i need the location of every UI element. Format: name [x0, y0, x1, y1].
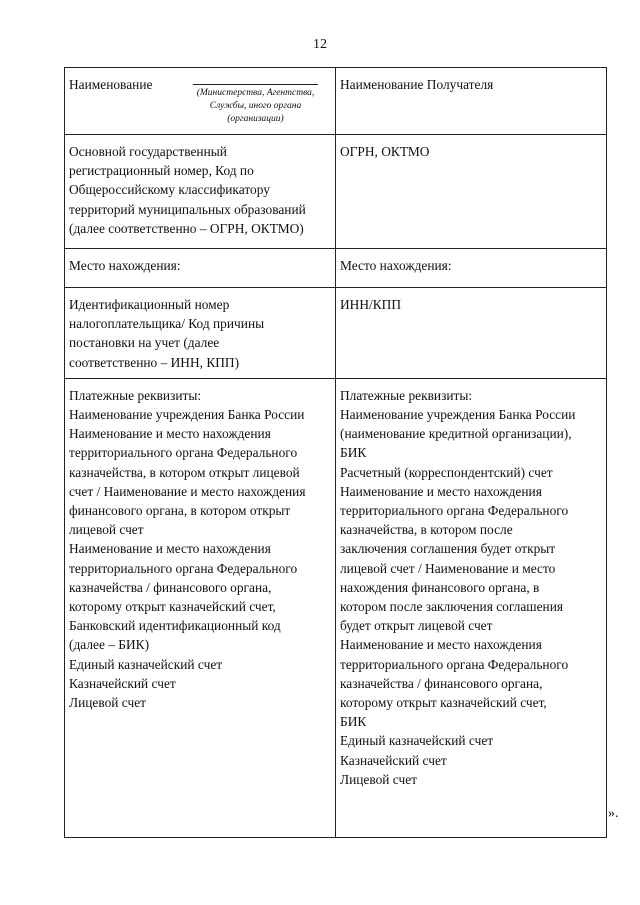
- closing-quote-mark: ».: [608, 806, 619, 821]
- text-line: Единый казначейский счет: [69, 656, 223, 672]
- ogrn-left-cell: [65, 135, 336, 249]
- page-number: 12: [313, 37, 327, 52]
- text-line: регистрационный номер, Код по: [69, 163, 254, 179]
- payment-right-cell: [336, 378, 607, 837]
- inn-right-cell: [336, 288, 607, 379]
- text-line: которому открыт казначейский счет,: [340, 695, 547, 711]
- text-line: ОГРН, ОКТМО: [340, 144, 430, 159]
- text-line: Наименование и место нахождения: [340, 637, 542, 653]
- ministry-name-cell: [65, 68, 336, 135]
- text-line: Наименование и место нахождения: [340, 483, 542, 499]
- text-line: Платежные реквизиты:: [340, 387, 473, 403]
- text-line: лицевой счет: [69, 522, 144, 538]
- text-line: Наименование учреждения Банка России: [340, 407, 576, 423]
- text-line: ИНН/КПП: [340, 297, 402, 312]
- location-left-cell: [65, 249, 336, 288]
- recipient-name-label: Наименование Получателя: [340, 77, 494, 92]
- ogrn-row: [65, 135, 607, 249]
- text-line: казначейства / финансового органа,: [69, 579, 272, 595]
- text-line: которому открыт казначейский счет,: [69, 599, 276, 615]
- text-line: территориального органа Федерального: [69, 445, 298, 461]
- text-line: соответственно – ИНН, КПП): [69, 354, 240, 370]
- text-line: финансового органа, в котором открыт: [69, 503, 291, 519]
- text-line: постановки на учет (далее: [69, 335, 220, 351]
- text-line: (далее соответственно – ОГРН, ОКТМО): [69, 220, 304, 236]
- text-line: Казначейский счет: [69, 675, 176, 691]
- inn-row: [65, 288, 607, 379]
- text-line: территориального органа Федерального: [340, 503, 569, 519]
- text-line: Платежные реквизиты:: [69, 387, 202, 403]
- text-line: Наименование и место нахождения: [69, 541, 271, 557]
- ministry-name-label: Наименование: [69, 77, 153, 92]
- text-line: территориального органа Федерального: [340, 656, 569, 672]
- text-line: счет / Наименование и место нахождения: [69, 483, 306, 499]
- location-row: [65, 249, 607, 288]
- text-line: заключения соглашения будет открыт: [340, 541, 556, 557]
- text-line: казначейства, в котором после: [340, 522, 513, 538]
- note-line: (организации): [227, 114, 284, 124]
- text-line: Место нахождения:: [340, 258, 452, 273]
- text-line: Единый казначейский счет: [340, 733, 494, 749]
- payment-row: [65, 378, 607, 837]
- payment-left-cell: [65, 378, 336, 837]
- ministry-name-note: [183, 87, 328, 126]
- text-line: БИК: [340, 714, 367, 730]
- ministry-name-blank-line: [193, 84, 318, 85]
- text-line: Лицевой счет: [69, 695, 147, 711]
- note-line: Службы, иного органа: [209, 101, 302, 111]
- text-line: Общероссийскому классификатору: [69, 182, 270, 198]
- text-line: Банковский идентификационный код: [69, 618, 281, 634]
- text-line: Расчетный (корреспондентский) счет: [340, 464, 553, 480]
- inn-left-cell: [65, 288, 336, 379]
- text-line: Лицевой счет: [340, 771, 418, 787]
- text-line: лицевой счет / Наименование и место: [340, 560, 556, 576]
- text-line: будет открыт лицевой счет: [340, 618, 493, 634]
- text-line: нахождения финансового органа, в: [340, 579, 540, 595]
- text-line: казначейства / финансового органа,: [340, 675, 543, 691]
- text-line: Казначейский счет: [340, 752, 447, 768]
- text-line: Идентификационный номер: [69, 297, 230, 312]
- text-line: (наименование кредитной организации),: [340, 426, 572, 442]
- text-line: БИК: [340, 445, 367, 461]
- note-line: (Министерства, Агентства,: [196, 88, 315, 98]
- text-line: Наименование учреждения Банка России: [69, 407, 305, 423]
- text-line: территориального органа Федерального: [69, 560, 298, 576]
- location-right-cell: [336, 249, 607, 288]
- ogrn-right-cell: [336, 135, 607, 249]
- text-line: котором после заключения соглашения: [340, 599, 564, 615]
- text-line: Место нахождения:: [69, 258, 181, 273]
- text-line: территорий муниципальных образований: [69, 201, 306, 217]
- text-line: казначейства, в котором открыт лицевой: [69, 464, 300, 480]
- recipient-name-cell: [336, 68, 607, 135]
- text-line: (далее – БИК): [69, 637, 150, 653]
- header-row: [65, 68, 607, 135]
- text-line: налогоплательщика/ Код причины: [69, 316, 265, 332]
- requisites-table: [64, 67, 607, 838]
- text-line: Основной государственный: [69, 144, 227, 159]
- text-line: Наименование и место нахождения: [69, 426, 271, 442]
